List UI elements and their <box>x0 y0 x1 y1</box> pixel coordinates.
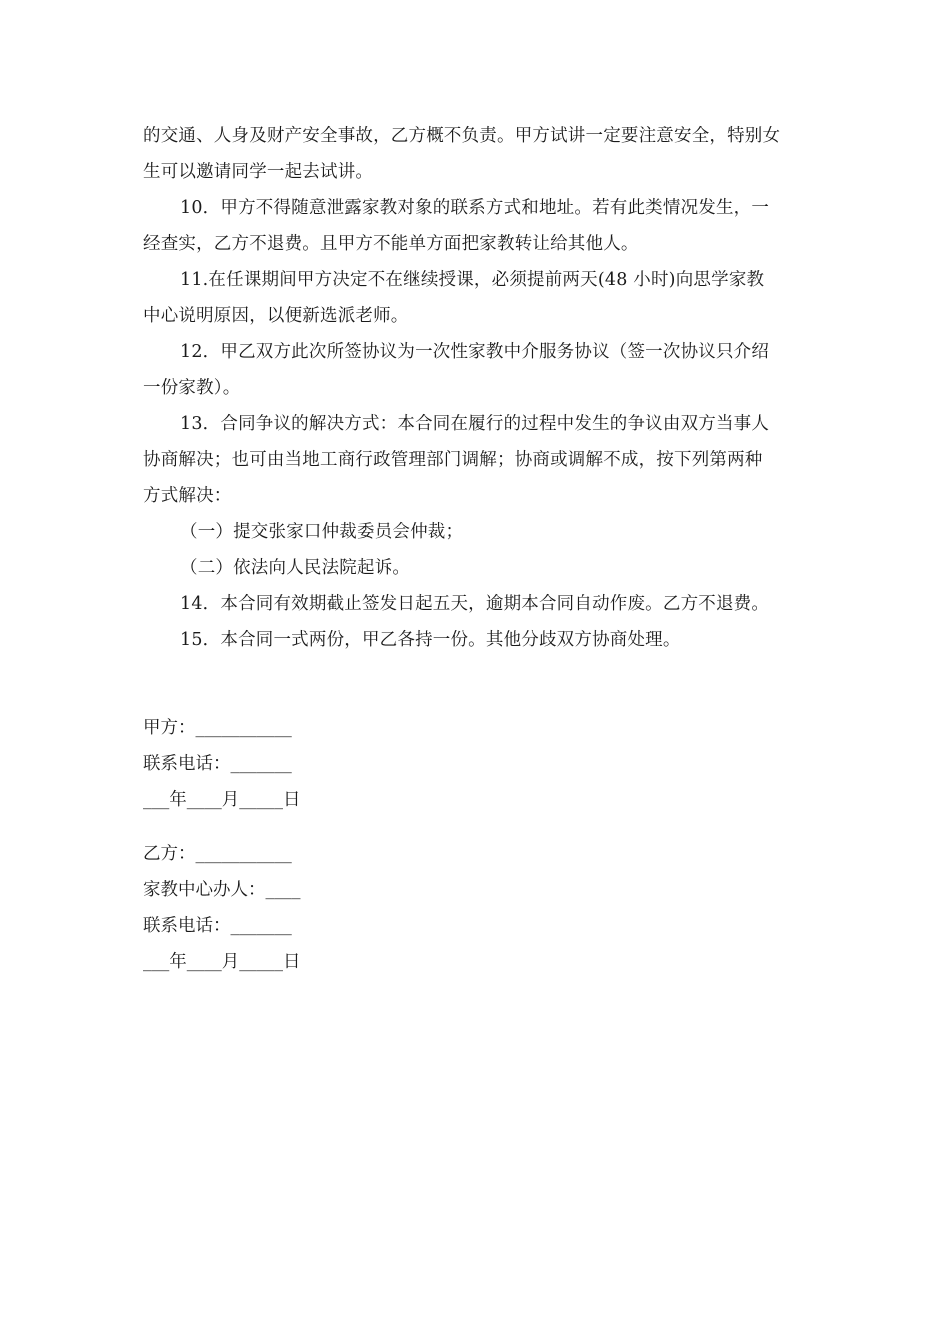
party-b-name-field: 乙方：___________ <box>143 844 292 864</box>
party-b-phone-field: 联系电话：_______ <box>143 916 292 936</box>
clause-12-line-1: 12．甲乙双方此次所签协议为一次性家教中介服务协议（签一次协议只介绍 <box>180 342 770 362</box>
clause-13-option-1: （一）提交张家口仲裁委员会仲裁； <box>180 522 464 542</box>
clause-14: 14．本合同有效期截止签发日起五天，逾期本合同自动作废。乙方不退费。 <box>180 594 770 614</box>
clause-11-line-1: 11.在任课期间甲方决定不在继续授课，必须提前两天(48 小时)向思学家教 <box>180 270 765 290</box>
clause-13-line-3: 方式解决： <box>143 486 232 506</box>
party-a-phone-field: 联系电话：_______ <box>143 754 292 774</box>
party-b-agent-field: 家教中心办人：____ <box>143 880 301 900</box>
clause-13-option-2: （二）依法向人民法院起诉。 <box>180 558 411 578</box>
clause-12-line-2: 一份家教）。 <box>143 378 241 398</box>
clause-10-line-1: 10．甲方不得随意泄露家教对象的联系方式和地址。若有此类情况发生，一 <box>180 198 770 218</box>
clause-10-line-2: 经查实，乙方不退费。且甲方不能单方面把家教转让给其他人。 <box>143 234 639 254</box>
clause-11-line-2: 中心说明原因，以便新选派老师。 <box>143 306 409 326</box>
party-b-date-field: ___年____月_____日 <box>143 952 301 972</box>
clause-13-line-2: 协商解决；也可由当地工商行政管理部门调解；协商或调解不成，按下列第两种 <box>143 450 763 470</box>
party-a-name-field: 甲方：___________ <box>143 718 292 738</box>
clause-9-line-1: 的交通、人身及财产安全事故，乙方概不负责。甲方试讲一定要注意安全，特别女 <box>143 126 781 146</box>
clause-9-line-2: 生可以邀请同学一起去试讲。 <box>143 162 374 182</box>
party-a-date-field: ___年____月_____日 <box>143 790 301 810</box>
clause-13-line-1: 13．合同争议的解决方式：本合同在履行的过程中发生的争议由双方当事人 <box>180 414 770 434</box>
clause-15: 15．本合同一式两份，甲乙各持一份。其他分歧双方协商处理。 <box>180 630 681 650</box>
